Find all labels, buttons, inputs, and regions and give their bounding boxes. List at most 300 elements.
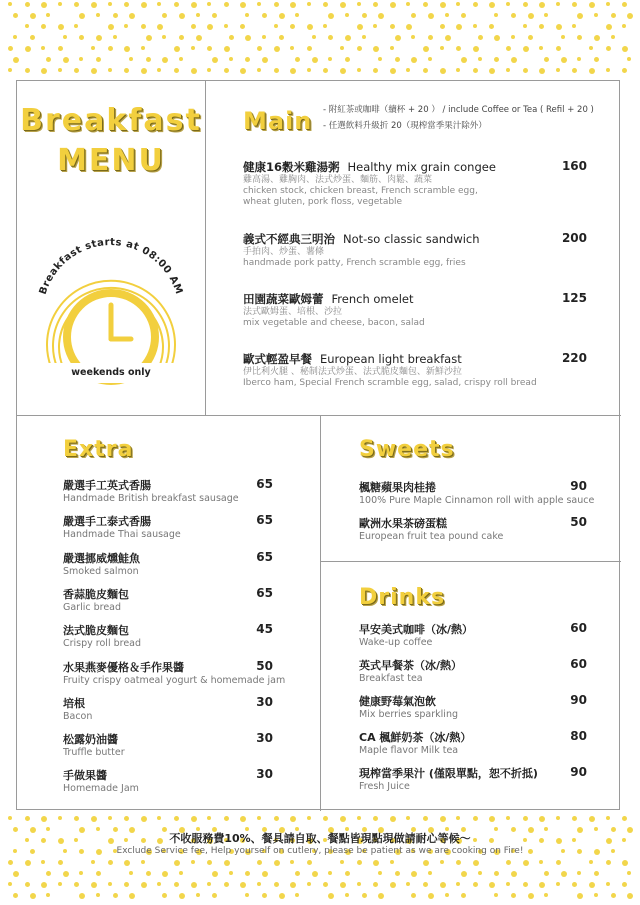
decor-dot: [373, 46, 379, 52]
menu-item: [63, 695, 92, 723]
decor-dot: [577, 57, 581, 61]
decor-dot: [395, 871, 400, 876]
decor-dot: [340, 816, 346, 822]
decor-dot: [556, 882, 560, 886]
decor-dot: [345, 35, 351, 41]
decor-dot: [179, 57, 183, 61]
decor-dot: [30, 35, 35, 40]
decor-dot: [378, 13, 384, 19]
decor-dot: [274, 816, 279, 821]
menu-item: [359, 657, 462, 685]
decor-dot: [544, 893, 548, 897]
decor-dot: [544, 13, 548, 17]
decor-dot: [622, 860, 628, 866]
decor-dot: [240, 816, 246, 822]
decor-dot: [13, 871, 19, 877]
divider-sweets-drinks: [320, 561, 621, 562]
decor-dot: [340, 68, 346, 74]
decor-dot: [473, 816, 478, 821]
decor-dot: [390, 816, 396, 822]
decor-dot: [279, 13, 285, 19]
decor-dot: [606, 2, 610, 6]
decor-dot: [390, 68, 396, 74]
decor-dot: [378, 57, 382, 61]
decor-dot: [561, 871, 567, 877]
item-price: 60: [570, 621, 587, 635]
decor-dot: [572, 24, 576, 28]
decor-dot: [157, 816, 161, 820]
decor-dot: [295, 13, 299, 17]
decor-dot: [307, 860, 312, 865]
decor-dot: [229, 57, 233, 61]
decor-dot: [423, 46, 429, 52]
decor-dot: [594, 57, 599, 62]
main-item: [243, 159, 583, 208]
item-price: 65: [256, 477, 273, 491]
decor-dot: [362, 893, 367, 898]
decor-dot: [606, 816, 610, 820]
decor-dot: [8, 882, 12, 886]
decor-dot: [423, 68, 428, 73]
decor-dot: [606, 860, 611, 865]
item-name-zh: 英式早餐茶（冰/熱）: [359, 659, 463, 672]
decor-dot: [556, 24, 562, 30]
item-name-en: Mix berries sparkling: [359, 709, 458, 720]
item-name-en: Not-so classic sandwich: [343, 232, 480, 246]
decor-dot: [229, 35, 234, 40]
item-price: 65: [256, 549, 273, 564]
item-name-en: Smoked salmon: [63, 565, 139, 577]
item-price: 30: [256, 731, 273, 746]
decor-dot: [162, 871, 168, 877]
decor-dot: [357, 46, 362, 51]
decor-dot: [74, 816, 79, 821]
decor-dot: [627, 13, 633, 19]
decor-dot: [539, 2, 545, 8]
decor-dot: [108, 46, 113, 51]
decor-dot: [473, 2, 478, 7]
divider-vertical-bottom: [320, 415, 321, 811]
decor-dot: [274, 24, 278, 28]
decor-dot: [8, 860, 13, 865]
decor-dot: [589, 2, 595, 8]
decor-dot: [456, 46, 461, 51]
decor-dot: [523, 882, 528, 887]
decor-dot: [611, 35, 615, 39]
decor-dot: [340, 46, 344, 50]
decor-dot: [25, 46, 31, 52]
decor-dot: [58, 68, 62, 72]
item-price: 30: [256, 767, 273, 782]
decor-dot: [25, 2, 30, 7]
item-name-zh: 歐洲水果茶磅蛋糕: [359, 517, 447, 530]
decor-dot: [622, 816, 627, 821]
decor-dot: [411, 893, 416, 898]
decor-dot: [224, 2, 229, 7]
decor-dot: [162, 13, 167, 18]
item-name-en: Homemade Jam: [63, 783, 139, 795]
decor-dot: [8, 68, 12, 72]
decor-dot: [423, 2, 428, 7]
decor-dot: [323, 68, 328, 73]
decor-dot: [328, 13, 334, 19]
item-desc-zh: 手拍肉、炒蛋、薯條: [243, 247, 325, 257]
decor-dot: [290, 816, 296, 822]
decor-dot: [212, 871, 218, 877]
decor-dot: [25, 816, 30, 821]
decor-dot: [440, 68, 446, 74]
item-name-en: Wake-up coffee: [359, 637, 433, 648]
decor-dot: [539, 68, 545, 74]
menu-item: [63, 477, 239, 505]
decor-dot: [96, 871, 101, 876]
decor-dot: [63, 35, 67, 39]
item-name-en: 100% Pure Maple Cinnamon roll with apple sauce: [359, 495, 595, 506]
decor-dot: [79, 57, 83, 61]
item-name-en: European fruit tea pound cake: [359, 531, 504, 542]
item-desc-en-2: wheat gluten, pork floss, vegetable: [243, 197, 403, 207]
decor-dot: [13, 35, 17, 39]
item-price: 65: [256, 513, 273, 528]
decor-dot: [191, 860, 195, 864]
decor-dot: [423, 816, 428, 821]
decor-dot: [411, 13, 416, 18]
decor-dot: [411, 871, 417, 877]
item-name-zh: 松露奶油醬: [63, 733, 118, 747]
decor-dot: [96, 35, 102, 41]
decor-dot: [174, 882, 179, 887]
decor-dot: [561, 57, 567, 63]
decor-dot: [345, 57, 350, 62]
item-name-zh: 楓糖蘋果肉桂捲: [359, 481, 436, 494]
decor-dot: [572, 816, 577, 821]
decor-dot: [113, 893, 118, 898]
decor-dot: [91, 816, 97, 822]
decor-dot: [511, 893, 516, 898]
decor-dot: [528, 35, 533, 40]
decor-dot: [41, 24, 46, 29]
decor-dot: [340, 882, 346, 888]
item-price: 80: [570, 729, 587, 743]
decor-dot: [41, 2, 47, 8]
decor-dot: [141, 68, 147, 74]
decor-dot: [473, 860, 479, 866]
decor-dot: [108, 860, 113, 865]
decor-dot: [611, 893, 616, 898]
decor-dot: [577, 871, 581, 875]
item-name-zh: 香蒜脆皮麵包: [63, 587, 129, 601]
drinks-heading: Drinks: [359, 585, 446, 610]
decor-dot: [357, 2, 361, 6]
decor-dot: [141, 816, 147, 822]
decor-dot: [440, 46, 444, 50]
decor-dot: [307, 68, 311, 72]
item-name-en: Healthy mix grain congee: [347, 160, 496, 174]
decor-dot: [456, 2, 460, 6]
decor-dot: [245, 893, 249, 897]
decor-dot: [523, 68, 528, 73]
decor-dot: [191, 2, 197, 8]
decor-dot: [91, 860, 95, 864]
decor-dot: [224, 24, 228, 28]
decor-dot: [627, 893, 633, 899]
decor-dot: [606, 46, 611, 51]
decor-dot: [445, 893, 449, 897]
decor-dot: [224, 860, 230, 866]
decor-dot: [456, 816, 460, 820]
decor-dot: [328, 57, 332, 61]
decor-dot: [124, 816, 129, 821]
menu-card: [16, 80, 620, 810]
decor-dot: [373, 882, 378, 887]
decor-dot: [528, 893, 534, 899]
decor-dot: [390, 860, 394, 864]
decor-dot: [174, 46, 180, 52]
decor-dot: [25, 860, 31, 866]
decor-dot: [556, 2, 560, 6]
decor-dot: [539, 816, 545, 822]
decor-dot: [108, 816, 112, 820]
decor-dot: [362, 35, 366, 39]
item-name-en: Garlic bread: [63, 601, 122, 613]
decor-dot: [589, 68, 595, 74]
decor-dot: [207, 816, 211, 820]
decor-dot: [627, 57, 631, 61]
decor-dot: [323, 2, 328, 7]
decor-dot: [174, 2, 179, 7]
decor-dot: [622, 24, 626, 28]
decor-dot: [108, 882, 112, 886]
decor-dot: [406, 24, 412, 30]
decor-dot: [74, 68, 79, 73]
decor-dot: [606, 68, 610, 72]
decor-dot: [290, 2, 296, 8]
decor-dot: [589, 816, 595, 822]
decor-dot: [245, 57, 250, 62]
decor-dot: [240, 68, 246, 74]
bottom-dot-pattern: [0, 812, 640, 905]
main-item: [243, 351, 583, 389]
decor-dot: [473, 24, 477, 28]
decor-dot: [506, 2, 510, 6]
decor-dot: [440, 2, 446, 8]
decor-dot: [207, 24, 213, 30]
decor-dot: [390, 2, 396, 8]
decor-dot: [157, 882, 161, 886]
decor-dot: [523, 24, 527, 28]
decor-dot: [46, 13, 50, 17]
decor-dot: [74, 882, 79, 887]
decor-dot: [312, 871, 318, 877]
decor-dot: [91, 68, 97, 74]
decor-dot: [473, 46, 479, 52]
item-price: 90: [570, 693, 587, 707]
decor-dot: [8, 816, 12, 820]
decor-dot: [240, 2, 246, 8]
decor-dot: [340, 2, 346, 8]
decor-dot: [157, 68, 161, 72]
decor-dot: [406, 68, 410, 72]
decor-dot: [328, 871, 332, 875]
decor-dot: [141, 46, 145, 50]
decor-dot: [561, 35, 565, 39]
decor-dot: [96, 57, 101, 62]
decor-dot: [494, 35, 500, 41]
item-price: 45: [256, 622, 273, 637]
item-name-en: Handmade British breakfast sausage: [63, 493, 239, 504]
decor-dot: [108, 68, 112, 72]
decor-dot: [627, 871, 631, 875]
item-name-zh: 健康16穀米雞湯粥: [243, 160, 340, 174]
decor-dot: [8, 46, 13, 51]
decor-dot: [494, 893, 498, 897]
decor-dot: [13, 13, 18, 18]
decor-dot: [91, 46, 95, 50]
decor-dot: [511, 35, 515, 39]
decor-dot: [589, 860, 593, 864]
decor-dot: [207, 882, 211, 886]
decor-dot: [290, 882, 296, 888]
decor-dot: [456, 860, 461, 865]
decor-dot: [295, 871, 300, 876]
decor-dot: [594, 893, 598, 897]
decor-dot: [179, 871, 183, 875]
decor-dot: [357, 24, 363, 30]
decor-dot: [362, 13, 367, 18]
decor-dot: [240, 882, 246, 888]
decor-dot: [41, 68, 47, 74]
decor-dot: [191, 882, 197, 888]
decor-dot: [406, 882, 410, 886]
decor-dot: [622, 882, 627, 887]
decor-dot: [290, 46, 294, 50]
decor-dot: [212, 893, 217, 898]
decor-dot: [79, 35, 84, 40]
decor-dot: [390, 882, 396, 888]
decor-dot: [445, 35, 451, 41]
decor-dot: [157, 2, 161, 6]
item-desc-en: chicken stock, chicken breast, French scramble egg,: [243, 186, 478, 196]
decor-dot: [406, 2, 410, 6]
decor-dot: [307, 46, 312, 51]
decor-dot: [179, 893, 185, 899]
decor-dot: [428, 893, 434, 899]
decor-dot: [494, 13, 498, 17]
decor-dot: [544, 57, 549, 62]
decor-dot: [58, 24, 64, 30]
decor-dot: [124, 2, 129, 7]
decor-dot: [141, 2, 147, 8]
item-name-en: Fruity crispy oatmeal yogurt & homemade jam: [63, 674, 286, 686]
decor-dot: [494, 871, 499, 876]
decor-dot: [328, 35, 333, 40]
sweets-heading: Sweets: [359, 437, 455, 462]
decor-dot: [196, 35, 202, 41]
badge-bottom-text: weekends only: [71, 367, 151, 378]
decor-dot: [345, 871, 350, 876]
item-name-zh: 法式脆皮麵包: [63, 624, 129, 638]
decor-dot: [257, 860, 262, 865]
item-name-zh: 歐式輕盈早餐: [243, 352, 312, 366]
divider-horizontal-middle: [17, 415, 621, 416]
decor-dot: [129, 13, 135, 19]
decor-dot: [423, 882, 428, 887]
decor-dot: [511, 57, 517, 63]
decor-dot: [58, 46, 63, 51]
decor-dot: [373, 2, 378, 7]
decor-dot: [108, 24, 114, 30]
decor-dot: [345, 893, 349, 897]
decor-dot: [124, 68, 129, 73]
decor-dot: [41, 816, 47, 822]
decor-dot: [8, 2, 12, 6]
main-note-1: - 附紅茶或咖啡（續杯 + 20 ） / include Coffee or Tea ( Refil + 20 ): [323, 105, 594, 115]
decor-dot: [224, 68, 229, 73]
decor-dot: [523, 46, 529, 52]
decor-dot: [594, 35, 600, 41]
item-price: 160: [561, 159, 587, 173]
decor-dot: [196, 893, 200, 897]
decor-dot: [572, 2, 577, 7]
decor-dot: [340, 860, 344, 864]
decor-dot: [395, 35, 401, 41]
decor-dot: [58, 2, 62, 6]
decor-dot: [357, 816, 361, 820]
decor-dot: [30, 893, 36, 899]
decor-dot: [378, 871, 382, 875]
item-name-en: Handmade Thai sausage: [63, 529, 181, 541]
decor-dot: [58, 882, 62, 886]
item-price: 125: [561, 291, 587, 305]
decor-dot: [141, 860, 145, 864]
decor-dot: [257, 816, 261, 820]
decor-dot: [489, 882, 495, 888]
decor-dot: [124, 860, 130, 866]
decor-dot: [390, 24, 395, 29]
item-name-zh: 手做果醬: [63, 769, 107, 783]
decor-dot: [13, 893, 18, 898]
item-price: 50: [570, 515, 587, 529]
decor-dot: [378, 893, 384, 899]
decor-dot: [606, 882, 610, 886]
decor-dot: [257, 46, 262, 51]
decor-dot: [245, 871, 250, 876]
decor-dot: [606, 24, 612, 30]
decor-dot: [411, 35, 415, 39]
decor-dot: [373, 816, 378, 821]
decor-dot: [572, 882, 577, 887]
decor-dot: [124, 882, 129, 887]
decor-dot: [461, 871, 467, 877]
item-name-en: Fresh Juice: [359, 781, 410, 792]
decor-dot: [556, 68, 560, 72]
item-price: 60: [570, 657, 587, 671]
decor-dot: [307, 24, 313, 30]
decor-dot: [312, 57, 318, 63]
decor-dot: [489, 816, 495, 822]
item-price: 200: [561, 231, 587, 245]
decor-dot: [274, 860, 280, 866]
decor-dot: [511, 13, 516, 18]
decor-dot: [423, 860, 429, 866]
decor-dot: [262, 13, 267, 18]
decor-dot: [207, 68, 211, 72]
decor-dot: [528, 13, 534, 19]
decor-dot: [611, 13, 616, 18]
menu-item: [359, 765, 538, 793]
decor-dot: [589, 882, 595, 888]
decor-dot: [461, 893, 466, 898]
